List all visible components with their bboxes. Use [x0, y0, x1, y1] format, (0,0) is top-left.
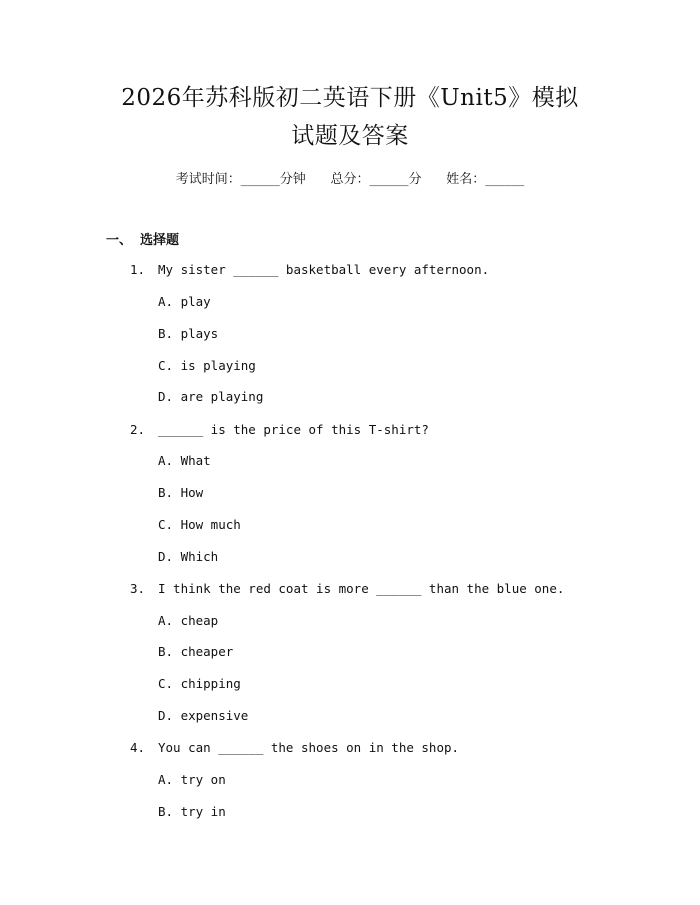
answer-option: B. plays	[158, 326, 219, 341]
page-title-continued: 试题及答案	[291, 123, 409, 149]
question-text: You can ______ the shoes on in the shop.	[158, 740, 460, 755]
section-heading	[106, 229, 179, 248]
answer-option: D. are playing	[158, 389, 264, 404]
answer-option: C. chipping	[158, 676, 241, 691]
answer-option: A. try on	[158, 772, 226, 787]
section-label: 选择题	[140, 233, 180, 248]
page-title: 2026年苏科版初二英语下册《Unit5》模拟	[121, 85, 579, 111]
answer-option: A. What	[158, 453, 211, 468]
question-number: 2.	[130, 422, 146, 437]
answer-option: B. cheaper	[158, 644, 234, 659]
question-number: 3.	[130, 581, 146, 596]
answer-option: D. Which	[158, 549, 219, 564]
question-text: I think the red coat is more ______ than the blue one.	[158, 581, 565, 596]
question-number: 4.	[130, 740, 146, 755]
answer-option: C. is playing	[158, 358, 256, 373]
answer-option: D. expensive	[158, 708, 249, 723]
answer-option: B. How	[158, 485, 204, 500]
answer-option: C. How much	[158, 517, 241, 532]
answer-option: A. cheap	[158, 613, 219, 628]
answer-option: B. try in	[158, 804, 226, 819]
section-number: 一、	[106, 233, 133, 248]
question-text: My sister ______ basketball every afternoon.	[158, 262, 490, 277]
exam-info-line: 考试时间：______分钟 总分：______分 姓名：______	[175, 172, 525, 187]
answer-option: A. play	[158, 294, 211, 309]
question-number: 1.	[130, 262, 146, 277]
question-text: ______ is the price of this T-shirt?	[158, 422, 429, 437]
